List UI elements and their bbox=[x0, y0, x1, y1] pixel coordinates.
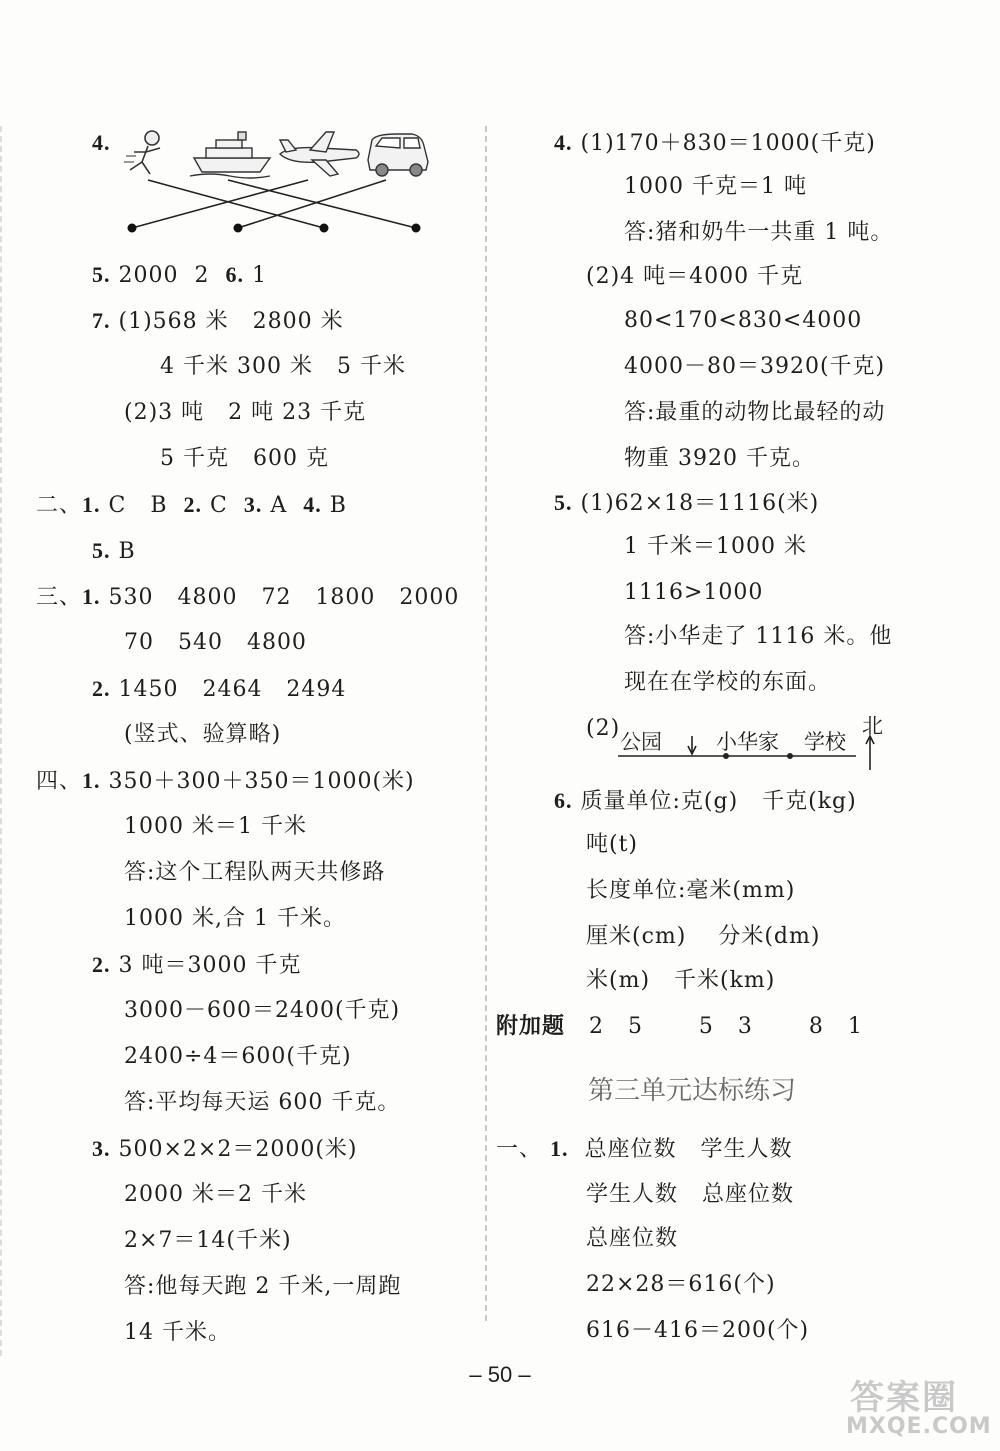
right-q5-label: 5. bbox=[554, 490, 573, 515]
part4-q3-label: 3. bbox=[92, 1136, 111, 1161]
map-label-school: 学校 bbox=[804, 730, 846, 754]
left-q4-label: 4. bbox=[92, 130, 111, 155]
ship-icon bbox=[190, 132, 270, 178]
part2-q3-label: 3. bbox=[243, 492, 263, 517]
right-q6-line-3: 长度单位:毫米(mm) bbox=[586, 878, 796, 903]
part4-q2-label: 2. bbox=[92, 952, 111, 977]
part3-q2-label: 2. bbox=[92, 676, 111, 701]
q5-text: 2000 2 bbox=[118, 263, 226, 288]
q7-text: (1)568 米 2800 米 bbox=[118, 309, 344, 334]
unit3-line-2: 学生人数 总座位数 bbox=[586, 1182, 794, 1207]
part2-label: 二、 bbox=[36, 493, 83, 518]
right-q6-line-4: 厘米(cm) 分米(dm) bbox=[586, 924, 821, 949]
right-q5-text: (1)62×18＝1116(米) bbox=[580, 491, 820, 516]
right-q5-line-2: 1 千米＝1000 米 bbox=[624, 534, 807, 559]
part2-q5-label: 5. bbox=[92, 538, 111, 563]
unit3-q1-label: 1. bbox=[550, 1136, 569, 1161]
part2-q1-label: 1. bbox=[82, 492, 101, 517]
watermark-url: MXQE.COM bbox=[846, 1414, 992, 1439]
watermark-logo: 答案圈 bbox=[850, 1378, 958, 1418]
right-q4-line-3: 答:猪和奶牛一共重 1 吨。 bbox=[624, 220, 894, 245]
part2-q4-text: B bbox=[329, 493, 347, 518]
right-q6-text: 质量单位:克(g) 千克(kg) bbox=[580, 789, 857, 814]
extra-question-label: 附加题 bbox=[496, 1014, 566, 1039]
part2-q3-text: A bbox=[270, 493, 304, 518]
part4-q2-line-2: 3000－600＝2400(千克) bbox=[124, 998, 401, 1023]
column-divider bbox=[485, 126, 487, 1321]
unit3-line-5: 616－416＝200(个) bbox=[586, 1318, 810, 1343]
part3-label: 三、 bbox=[36, 585, 83, 610]
extra-question-values: 2 5 5 3 8 1 bbox=[589, 1014, 863, 1039]
matching-lines bbox=[132, 180, 416, 228]
left-q7-line-4: 5 千克 600 克 bbox=[160, 446, 329, 471]
part3-line-3 bbox=[92, 674, 346, 705]
running-child-icon bbox=[124, 131, 160, 174]
matching-figure bbox=[120, 124, 440, 244]
part4-q3-line-2: 2000 米＝2 千米 bbox=[124, 1182, 307, 1207]
part4-line-4: 1000 米,合 1 千米。 bbox=[124, 906, 346, 931]
part4-line-3: 答:这个工程队两天共修路 bbox=[124, 860, 386, 885]
part3-q1-text: 530 4800 72 1800 2000 bbox=[108, 585, 460, 610]
unit3-line-4: 22×28＝616(个) bbox=[586, 1272, 776, 1297]
right-q4-text: (1)170＋830＝1000(千克) bbox=[580, 131, 876, 156]
matching-dots bbox=[128, 224, 421, 233]
part4-q2-line-4: 答:平均每天运 600 千克。 bbox=[124, 1090, 401, 1115]
right-q4-line-2: 1000 千克＝1 吨 bbox=[624, 174, 807, 199]
map-label-north: 北 bbox=[862, 714, 883, 738]
right-q4-label: 4. bbox=[554, 130, 573, 155]
unit3-part-label: 一、 bbox=[496, 1137, 543, 1162]
left-q5-q6-line bbox=[92, 260, 267, 291]
part4-q3-text: 500×2×2＝2000(米) bbox=[118, 1137, 358, 1162]
right-q6-label: 6. bbox=[554, 788, 573, 813]
part4-label: 四、 bbox=[36, 769, 83, 794]
right-q6-line-2: 吨(t) bbox=[586, 832, 639, 857]
right-q5-line-4: 答:小华走了 1116 米。他 bbox=[624, 624, 893, 649]
unit3-line-1 bbox=[496, 1134, 793, 1165]
part4-q3-line-1 bbox=[92, 1134, 358, 1165]
part2-q2-label: 2. bbox=[183, 492, 202, 517]
part4-q1-label: 1. bbox=[82, 768, 101, 793]
left-q7-line-1 bbox=[92, 306, 344, 337]
car-icon bbox=[368, 134, 428, 176]
part3-q1-label: 1. bbox=[82, 584, 101, 609]
airplane-icon bbox=[280, 132, 359, 176]
part3-line-1 bbox=[36, 582, 459, 613]
part2-q2-text: C bbox=[209, 493, 244, 518]
part4-q1-text: 350＋300＋350＝1000(米) bbox=[108, 769, 415, 794]
part4-line-2: 1000 米＝1 千米 bbox=[124, 814, 307, 839]
part2-q1-text: C B bbox=[108, 493, 184, 518]
part4-q2-line-1 bbox=[92, 950, 301, 981]
part2-q5-text: B bbox=[118, 539, 136, 564]
right-q5-line-1 bbox=[554, 488, 819, 519]
right-q6-line-1 bbox=[554, 786, 857, 817]
page-number: – 50 – bbox=[469, 1362, 531, 1387]
part4-line-1 bbox=[36, 766, 415, 797]
part3-line-2: 70 540 4800 bbox=[124, 630, 307, 655]
section-title: 第三单元达标练习 bbox=[588, 1076, 797, 1106]
part4-q3-line-5: 14 千米。 bbox=[124, 1320, 231, 1345]
right-q4-line-7: 答:最重的动物比最轻的动 bbox=[624, 400, 886, 425]
part4-q3-line-3: 2×7＝14(千米) bbox=[124, 1228, 292, 1253]
q7-label: 7. bbox=[92, 308, 111, 333]
right-q6-line-5: 米(m) 千米(km) bbox=[586, 968, 776, 993]
q6-label: 6. bbox=[225, 262, 244, 287]
right-q4-line-6: 4000－80＝3920(千克) bbox=[624, 354, 886, 379]
part2-q4-label: 4. bbox=[303, 492, 322, 517]
map-label-park: 公园 bbox=[620, 730, 662, 754]
part4-q3-line-4: 答:他每天跑 2 千米,一周跑 bbox=[124, 1274, 402, 1299]
part4-q2-text: 3 吨＝3000 千克 bbox=[118, 953, 302, 978]
part2-line-1 bbox=[36, 490, 347, 521]
right-q4-line-4: (2)4 吨＝4000 千克 bbox=[586, 264, 804, 289]
extra-question-line bbox=[496, 1012, 863, 1042]
q5-label: 5. bbox=[92, 262, 111, 287]
part2-line-2 bbox=[92, 536, 136, 567]
left-q7-line-2: 4 千米 300 米 5 千米 bbox=[160, 354, 406, 379]
right-q5-line-3: 1116>1000 bbox=[624, 580, 764, 605]
right-q5-part2-label: (2) bbox=[586, 716, 621, 741]
part3-q2-text: 1450 2464 2494 bbox=[118, 677, 347, 702]
right-q4-line-8: 物重 3920 千克。 bbox=[624, 446, 815, 471]
right-q4-line-5: 80<170<830<4000 bbox=[624, 308, 863, 333]
left-q7-line-3: (2)3 吨 2 吨 23 千克 bbox=[124, 400, 367, 425]
part4-q2-line-3: 2400÷4＝600(千克) bbox=[124, 1044, 352, 1069]
unit3-line-3: 总座位数 bbox=[586, 1226, 679, 1251]
page-edge-mark bbox=[0, 126, 2, 1356]
direction-map bbox=[618, 714, 898, 782]
part3-line-4: (竖式、验算略) bbox=[124, 722, 282, 747]
map-label-home: 小华家 bbox=[716, 730, 779, 754]
unit3-q1-text: 总座位数 学生人数 bbox=[584, 1137, 793, 1162]
q6-text: 1 bbox=[251, 263, 267, 288]
right-q4-line-1 bbox=[554, 128, 876, 159]
right-q5-line-5: 现在在学校的东面。 bbox=[624, 670, 832, 695]
